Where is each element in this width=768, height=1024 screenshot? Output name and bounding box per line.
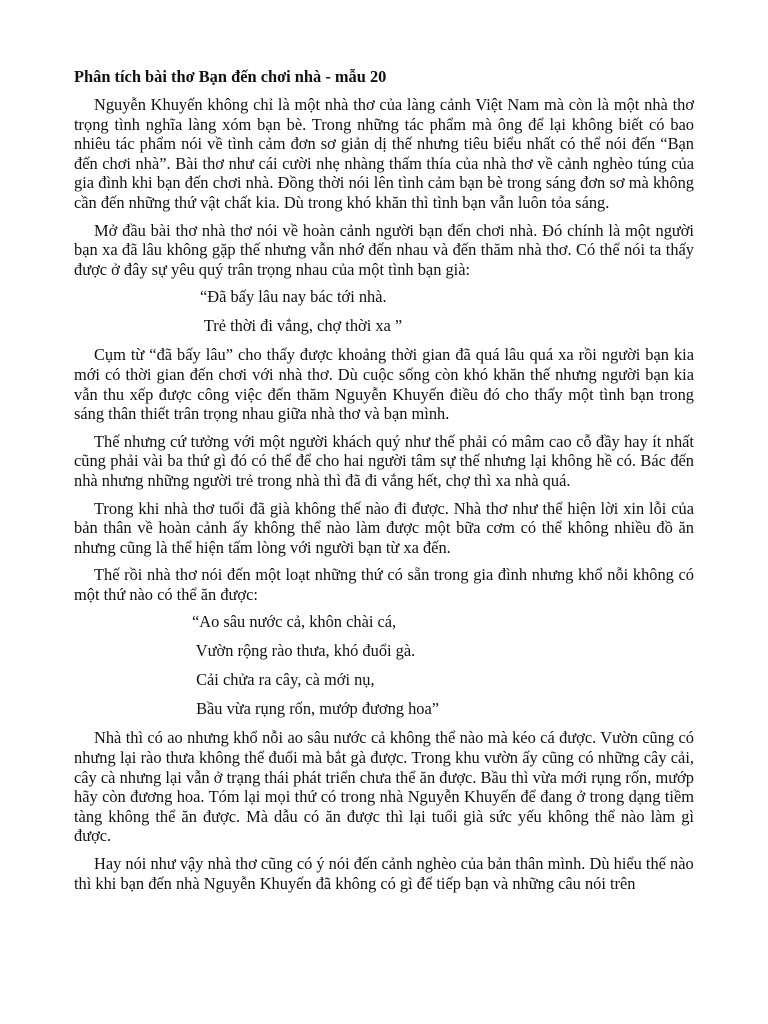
verse-block <box>200 287 694 335</box>
paragraph: Thế nhưng cứ tưởng với một người khách quý như thế phải có mâm cao cỗ đầy hay ít nhất cũng phải vài ba thứ gì đó có thể để cho hai người tâm sự thế nhưng lại không hề có. Bác đến nhà nhưng những người trẻ trong nhà thì đã đi vắng hết, chợ thì xa nhà quá. <box>74 431 694 490</box>
paragraph: Thế rồi nhà thơ nói đến một loạt những thứ có sẵn trong gia đình nhưng khổ nỗi không có một thứ nào có thể ăn được: <box>74 565 694 604</box>
paragraph: Nguyễn Khuyến không chỉ là một nhà thơ của làng cảnh Việt Nam mà còn là một nhà thơ trọng tình nghĩa làng xóm bạn bè. Trong những tác phẩm mà ông để lại không biết có bao nhiêu tác phẩm nói về tình cảm đơn sơ giản dị thế nhưng tiêu biểu nhất có thể nói đến “Bạn đến chơi nhà”. Bài thơ như cái cười nhẹ nhàng thấm thía của nhà thơ về cảnh nghèo túng của gia đình khi bạn đến chơi nhà. Đồng thời nói lên tình cảm bạn bè trong sáng đơn sơ mà không cần đến những thứ vật chất kia. Dù trong khó khăn thì tình bạn vẫn luôn tỏa sáng. <box>74 95 694 212</box>
verse-line: Vườn rộng rào thưa, khó đuổi gà. <box>192 641 416 661</box>
verse-line: Trẻ thời đi vắng, chợ thời xa ” <box>200 316 403 336</box>
document-title: Phân tích bài thơ Bạn đến chơi nhà - mẫu 20 <box>74 67 387 86</box>
verse-line: “Ao sâu nước cả, khôn chài cá, <box>192 612 397 632</box>
verse-block <box>192 612 694 718</box>
document-body <box>74 67 694 901</box>
paragraph: Nhà thì có ao nhưng khổ nỗi ao sâu nước cả không thể nào mà kéo cá được. Vườn cũng có nhưng lại rào thưa không thể đuổi mà bắt gà được. Trong khu vườn ấy cũng có những cây cải, cây cà nhưng lại vẫn ở trạng thái phát triển chưa thể ăn được. Bầu thì vừa mới rụng rốn, mướp hãy còn đương hoa. Tóm lại mọi thứ có trong nhà Nguyễn Khuyến để đang ở trong dạng tiềm tàng không thể ăn được. Mà dẫu có ăn được thì lại tuổi già sức yếu không thể nào làm gì được. <box>74 728 694 846</box>
verse-line: Cải chửa ra cây, cà mới nụ, <box>192 670 375 690</box>
verse-line: Bầu vừa rụng rốn, mướp đương hoa” <box>192 699 440 719</box>
paragraph: Mở đầu bài thơ nhà thơ nói về hoàn cảnh người bạn đến chơi nhà. Đó chính là một người bạn xa đã lâu không gặp thế nhưng vẫn nhớ đến nhau và đến thăm nhà thơ. Có thể nói ta thấy được ở đây sự yêu quý trân trọng nhau của một tình bạn già: <box>74 220 694 279</box>
paragraph: Cụm từ “đã bấy lâu” cho thấy được khoảng thời gian đã quá lâu quá xa rồi người bạn kia mới có thời gian đến chơi với nhà thơ. Dù cuộc sống còn khó khăn thế nhưng người bạn kia vẫn thu xếp được công việc đến thăm Nguyễn Khuyến điều đó cho thấy một tình bạn trong sáng thân thiết trân trọng nhau giữa nhà thơ và bạn mình. <box>74 345 694 424</box>
verse-line: “Đã bấy lâu nay bác tới nhà. <box>200 287 387 307</box>
paragraph: Hay nói như vậy nhà thơ cũng có ý nói đến cảnh nghèo của bản thân mình. Dù hiểu thế nào thì khi bạn đến nhà Nguyễn Khuyến đã không có gì để tiếp bạn và những câu nói trên <box>74 854 694 893</box>
paragraph: Trong khi nhà thơ tuổi đã già không thế nào đi được. Nhà thơ như thể hiện lời xin lỗi của bản thân về hoàn cảnh ấy không thể nào làm được một bữa cơm có thể không nhiều đồ ăn nhưng cũng là thể hiện tấm lòng với người bạn từ xa đến. <box>74 498 694 557</box>
